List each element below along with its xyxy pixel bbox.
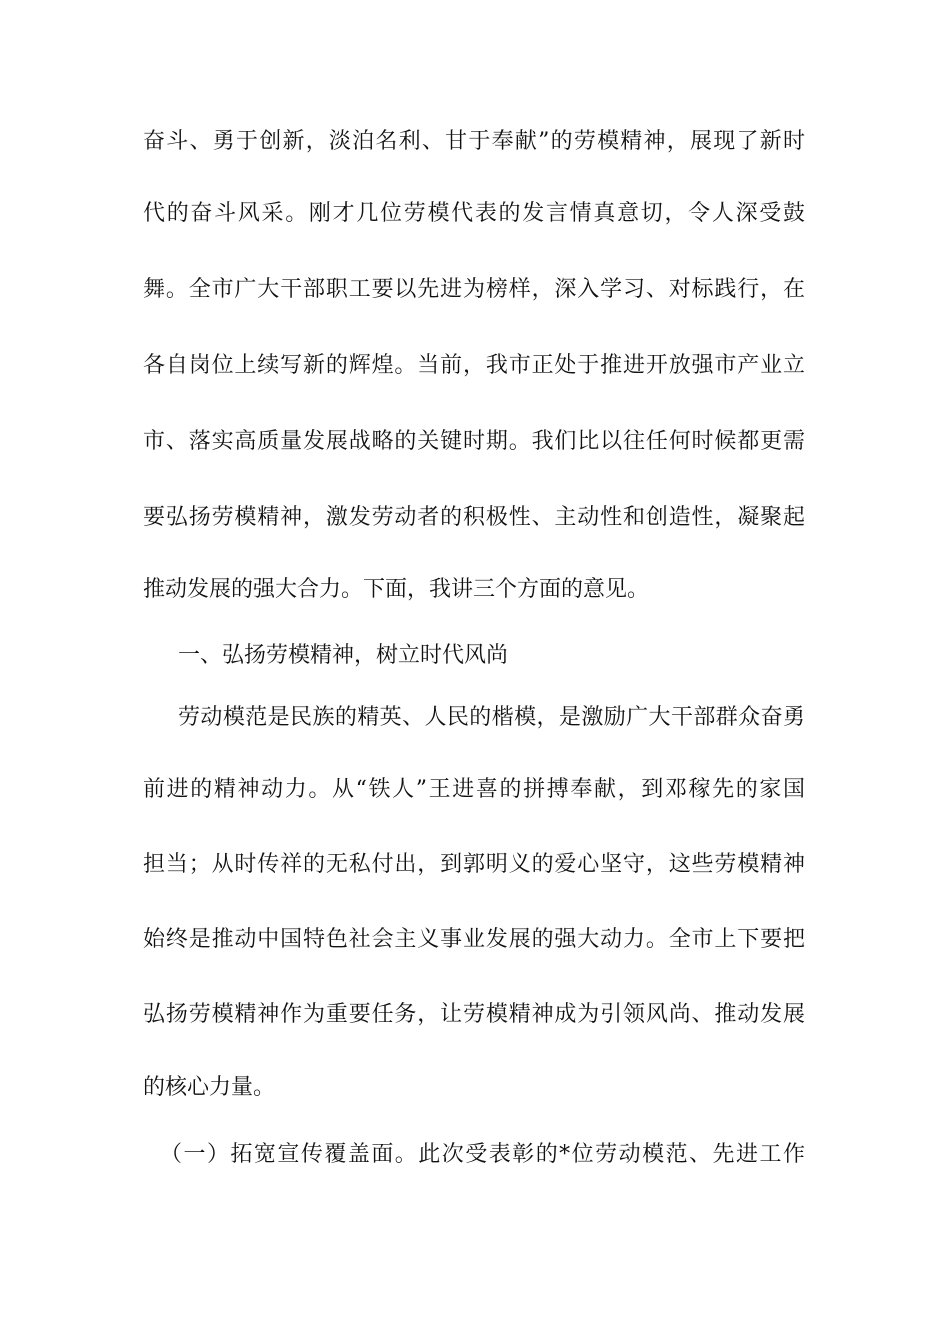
paragraph-line: 弘扬劳模精神作为重要任务，让劳模精神成为引领风尚、推动发展	[143, 1002, 805, 1027]
paragraph-line: 代的奋斗风采。刚才几位劳模代表的发言情真意切，令人深受鼓	[143, 201, 805, 226]
paragraph-line: 始终是推动中国特色社会主义事业发展的强大动力。全市上下要把	[143, 927, 805, 952]
paragraph-line: 推动发展的强大合力。下面，我讲三个方面的意见。	[143, 577, 650, 602]
paragraph-line: 的核心力量。	[143, 1075, 276, 1100]
subsection-line: （一）拓宽宣传覆盖面。此次受表彰的*位劳动模范、先进工作	[160, 1142, 805, 1167]
paragraph-line: 前进的精神动力。从“铁人”王进喜的拼搏奉献，到邓稼先的家国	[143, 777, 805, 802]
paragraph-line: 市、落实高质量发展战略的关键时期。我们比以往任何时候都更需	[143, 429, 805, 454]
paragraph-line: 要弘扬劳模精神，激发劳动者的积极性、主动性和创造性，凝聚起	[143, 505, 805, 530]
paragraph-line: 劳动模范是民族的精英、人民的楷模，是激励广大干部群众奋勇	[178, 705, 805, 730]
paragraph-line: 各自岗位上续写新的辉煌。当前，我市正处于推进开放强市产业立	[143, 353, 805, 378]
paragraph-line: 担当；从时传祥的无私付出，到郭明义的爱心坚守，这些劳模精神	[143, 852, 805, 877]
paragraph-line: 舞。全市广大干部职工要以先进为榜样，深入学习、对标践行，在	[143, 277, 805, 302]
paragraph-line: 奋斗、勇于创新，淡泊名利、甘于奉献”的劳模精神，展现了新时	[143, 129, 805, 154]
section-heading: 一、弘扬劳模精神，树立时代风尚	[178, 643, 509, 668]
